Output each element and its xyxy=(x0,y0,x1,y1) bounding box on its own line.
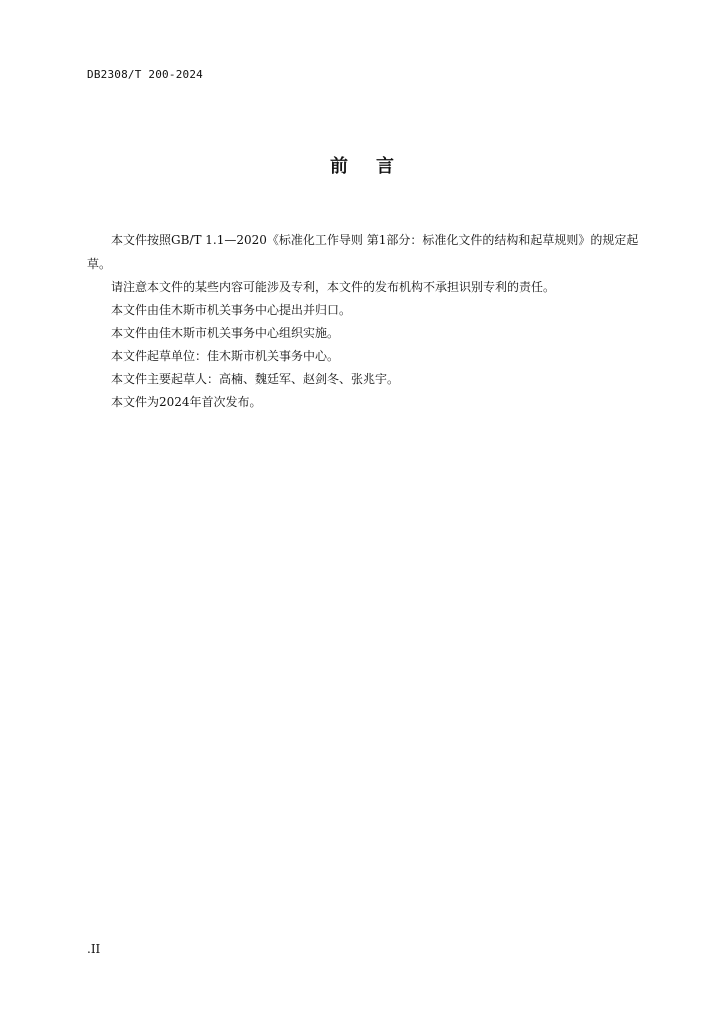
page-title xyxy=(0,152,724,178)
paragraph-implementer: 本文件由佳木斯市机关事务中心组织实施。 xyxy=(111,326,340,340)
paragraph-first-release: 本文件为2024年首次发布。 xyxy=(111,395,262,409)
paragraph-drafting-unit: 本文件起草单位：佳木斯市机关事务中心。 xyxy=(111,349,340,363)
paragraph-proposer: 本文件由佳木斯市机关事务中心提出并归口。 xyxy=(111,303,352,317)
standard-code: DB2308/T 200-2024 xyxy=(87,68,203,81)
title-char-1: 前 xyxy=(330,156,348,177)
paragraph-drafters: 本文件主要起草人：高楠、魏廷军、赵剑冬、张兆宇。 xyxy=(111,372,400,386)
foreword-body xyxy=(87,228,659,414)
paragraph-drafting-rules: 本文件按照GB/T 1.1—2020《标准化工作导则 第1部分：标准化文件的结构和起草规则》的规定起草。 xyxy=(87,233,639,271)
page-number: .II xyxy=(87,942,101,956)
title-char-2: 言 xyxy=(376,156,394,177)
paragraph-patent-notice: 请注意本文件的某些内容可能涉及专利，本文件的发布机构不承担识别专利的责任。 xyxy=(111,280,556,294)
